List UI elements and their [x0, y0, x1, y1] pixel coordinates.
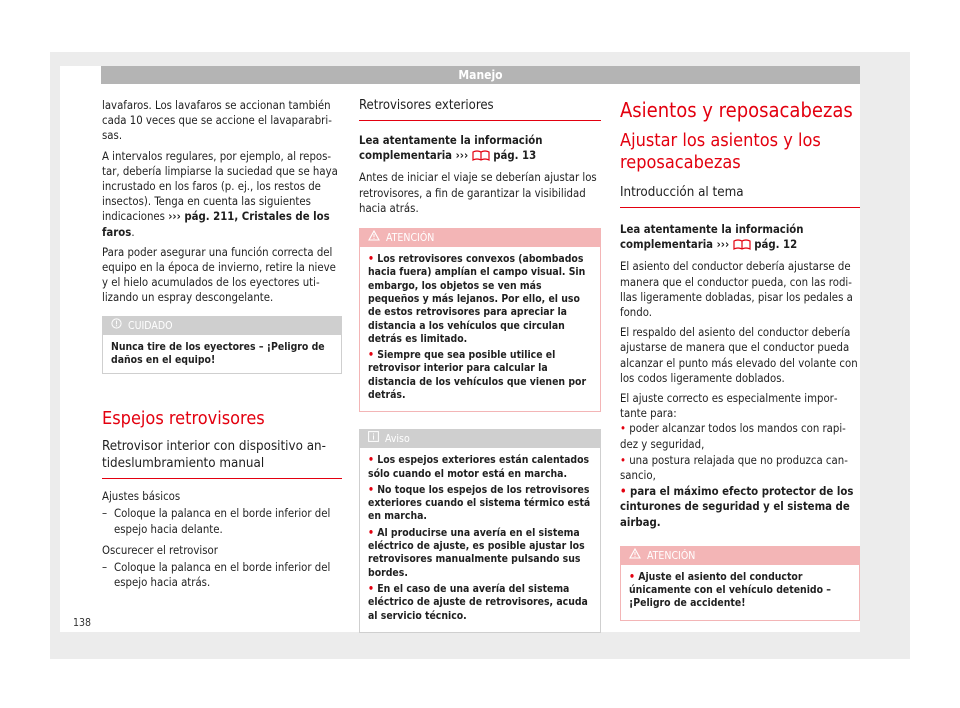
section-title: Retrovisores exteriores: [359, 98, 601, 121]
section-title: Espejos retrovisores: [102, 408, 265, 430]
list-item: • Ajuste el asiento del conductor únicamente con el vehículo detenido – ¡Peligro de accidente!: [629, 570, 831, 610]
book-icon: [733, 238, 751, 254]
notice-label: Aviso: [385, 433, 410, 446]
list-item: • para el máximo efecto protector de los cinturones de seguridad y el sistema de airbag.: [620, 485, 854, 529]
warning-triangle-icon: [368, 229, 380, 247]
list-item: – Coloque la palanca en el borde inferior del espejo hacia delante.: [102, 507, 331, 536]
caution-text: Nunca tire de los eyectores – ¡Peligro de daños en el equipo!: [111, 340, 325, 366]
caution-label: CUIDADO: [128, 319, 173, 332]
list-item: • poder alcanzar todos los mandos con rapidez y seguridad,: [620, 422, 846, 451]
chapter-title: Asientos y reposacabezas: [620, 98, 853, 122]
list-item: • En el caso de una avería del sistema eléctrico de ajuste de retrovisores, acuda al servicio técnico.: [368, 582, 588, 622]
page-number: 138: [73, 617, 92, 629]
notice-box: [359, 429, 601, 633]
warning-triangle-icon: [629, 547, 641, 565]
warning-box: [359, 228, 601, 412]
column-1: [102, 98, 342, 596]
paragraph: lavafaros. Los lavafaros se accionan también cada 10 veces que se accione el lavaparabrisas.: [102, 99, 332, 143]
warning-label: ATENCIÓN: [647, 549, 696, 562]
link-arrow[interactable]: ›››: [455, 149, 469, 163]
warning-label: ATENCIÓN: [386, 232, 435, 245]
paragraph: El ajuste correcto es especialmente importante para:: [620, 392, 838, 421]
subsection-title: Retrovisor interior con dispositivo antideslumbramiento manual: [102, 438, 342, 479]
link-arrow[interactable]: ›››: [716, 238, 730, 252]
link-arrow[interactable]: ›››: [168, 210, 181, 224]
subsection-title: Introducción al tema: [620, 184, 860, 208]
page-reference-link[interactable]: pág. 13: [489, 149, 537, 163]
warning-box: [620, 546, 860, 621]
list-item: • No toque los espejos de los retrovisores exteriores cuando el sistema térmico está en marcha.: [368, 483, 591, 523]
chapter-header: Manejo: [101, 66, 860, 84]
list-item: • Los retrovisores convexos (abombados hacia fuera) amplían el campo visual. Sin embargo, los objetos se ven más pequeños y más lejanos. Por ello, el uso de estos retrovisores para apreciar la distancia a los vehículos que circulan detrás es limitado.: [368, 253, 586, 345]
column-3: [620, 98, 860, 621]
paragraph: El respaldo del asiento del conductor debería ajustarse de manera que el conductor pueda alcanzar el punto más elevado del volante con los codos ligeramente doblados.: [620, 326, 858, 385]
section-title: Ajustar los asientos y los reposacabezas: [620, 130, 821, 173]
paragraph: Antes de iniciar el viaje se deberían ajustar los retrovisores, a fin de garantizar la visibilidad hacia atrás.: [359, 171, 597, 215]
label: Oscurecer el retrovisor: [102, 543, 218, 557]
list-item: • Siempre que sea posible utilice el retrovisor interior para calcular la distancia de los vehículos que vienen por detrás.: [368, 349, 587, 401]
paragraph: Para poder asegurar una función correcta del equipo en la época de invierno, retire la nieve y el hielo acumulados de los eyectores utilizando un espray descongelante.: [102, 245, 336, 305]
paragraph: A intervalos regulares, por ejemplo, al repostar, debería limpiarse la suciedad que se haya incrustado en los faros (p. ej., los restos de insectos). Tenga en cuenta las siguientes indicaciones ››› pág. 211, Cristales de los faros.: [102, 149, 338, 239]
info-icon: [368, 430, 379, 448]
caution-box: [102, 316, 342, 375]
label: Ajustes básicos: [102, 490, 181, 504]
list-item: • Al producirse una avería en el sistema eléctrico de ajuste, es posible ajustar los retrovisores manualmente pulsando sus bordes.: [368, 526, 585, 579]
intro: Lea atentamente la información complementaria ››› pág. 13: [359, 133, 601, 165]
intro: Lea atentamente la información complementaria ››› pág. 12: [620, 222, 860, 254]
page-reference-link[interactable]: pág. 12: [750, 238, 798, 252]
paragraph: El asiento del conductor debería ajustarse de manera que el conductor pueda, con las rodillas ligeramente dobladas, pisar los pedales a fondo.: [620, 260, 853, 320]
list-item: • Los espejos exteriores están calentados sólo cuando el motor está en marcha.: [368, 454, 590, 480]
list-item: • una postura relajada que no produzca cansancio,: [620, 453, 848, 483]
info-circle-icon: [111, 317, 122, 335]
page-reference-link[interactable]: pág. 211, Cristales de los faros: [102, 210, 330, 239]
list-item: – Coloque la palanca en el borde inferior del espejo hacia atrás.: [102, 561, 331, 590]
book-icon: [472, 149, 490, 165]
column-2: [359, 98, 601, 633]
